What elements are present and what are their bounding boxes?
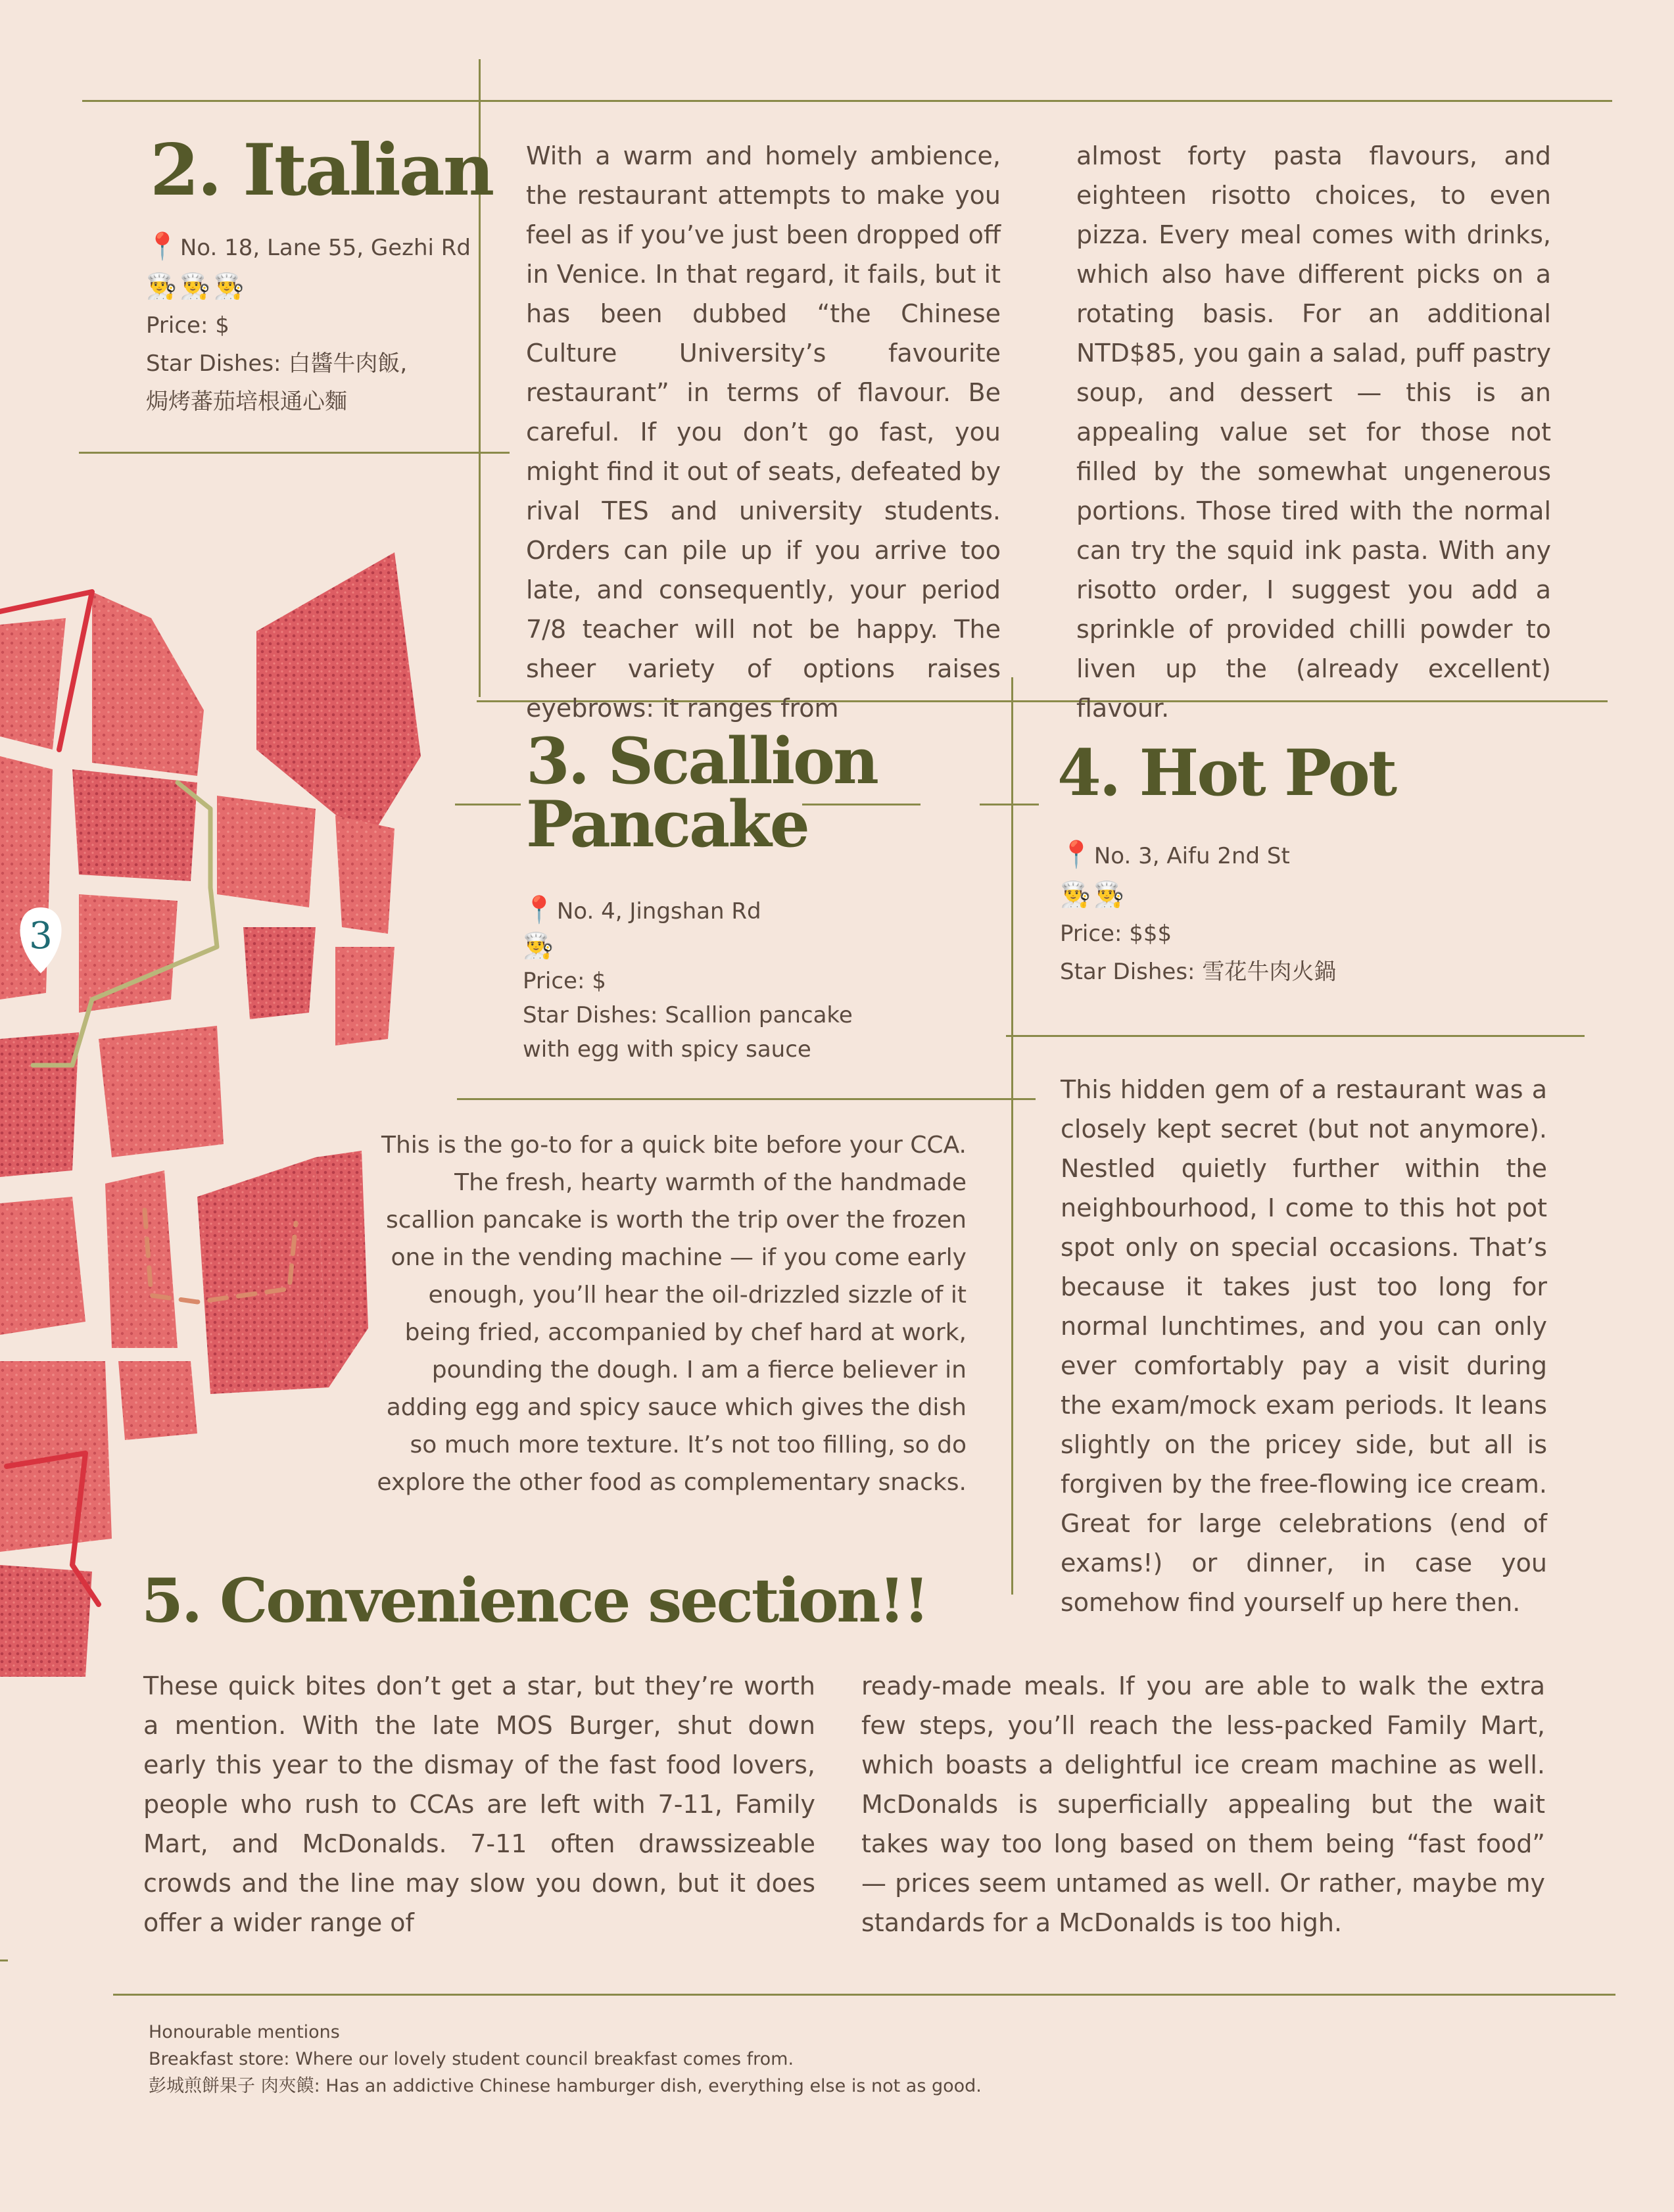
hotpot-info — [1060, 836, 1336, 991]
convenience-body-col2: ready-made meals. If you are able to walk the extra few steps, you’ll reach the less-packed Family Mart, which boasts a delightful ice cream machine as well. McDonalds is superficially appealing but the wait takes way too long based on them being “fast food” — prices seem untamed as well. Or rather, maybe my standards for a McDonalds is too high. — [861, 1671, 1545, 1937]
svg-text:3: 3 — [29, 915, 53, 957]
pin-icon: 📍 — [146, 231, 179, 262]
scallion-body: This is the go-to for a quick bite before your CCA. The fresh, hearty warmth of the handmade scallion pancake is worth the trip over the frozen one in the vending machine — if you come early enough, you’ll hear the oil-drizzled sizzle of it being fried, accompanied by chef hard at work, pounding the dough. I am a fierce believer in adding egg and spicy sauce which gives the dish so much more texture. It’s not too filling, so do explore the other food as complementary snacks. — [377, 1132, 967, 1496]
pin-icon: 📍 — [1060, 840, 1093, 870]
scallion-info — [523, 893, 853, 1067]
hotpot-title: 4. Hot Pot — [1057, 736, 1396, 810]
convenience-body-col1: These quick bites don’t get a star, but they’re worth a mention. With the late MOS Burger, shut down early this year to the dismay of the fast food lovers, people who rush to CCAs are left with 7-11, Family Mart, and McDonalds. 7-11 often drawssizeable crowds and the line may slow you down, but it does offer a wider range of — [143, 1671, 815, 1937]
italian-body-col1: With a warm and homely ambience, the restaurant attempts to make you feel as if you’ve just been dropped off in Venice. In that regard, it fails, but it has been dubbed “the Chinese Culture University’s favourite restaurant” in terms of flavour. Be careful. If you don’t go fast, you might find it out of seats, defeated by rival TES and university students. Orders can pile up if you arrive too late, and consequently, your period 7/8 teacher will not be happy. The sheer variety of options raises eyebrows: it ranges from — [526, 141, 1001, 723]
italian-star-dishes-1: Star Dishes: 白醬牛肉飯, — [146, 350, 408, 377]
hotpot-star-dishes: Star Dishes: 雪花牛肉火鍋 — [1060, 959, 1337, 985]
hotpot-info-rule — [1006, 1035, 1585, 1037]
footer-rule — [113, 1994, 1615, 1996]
footer-line-2: 彭城煎餅果子 肉夾饃: Has an addictive Chinese hamburger dish, everything else is not as good. — [149, 2076, 982, 2096]
italian-body-col2: almost forty pasta flavours, and eighteen risotto choices, to even pizza. Every meal comes with drinks, which also have different picks on a rotating basis. For an additional NTD$85, you gain a salad, puff pastry soup, and dessert — this is an appealing value set for those not filled by the somewhat ungenerous portions. Those tired with the normal can try the squid ink pasta. With any risotto order, I suggest you add a sprinkle of provided chilli powder to liven up the (already excellent) flavour. — [1076, 141, 1551, 723]
footer-heading: Honourable mentions — [149, 2022, 340, 2042]
italian-star-dishes-2: 焗烤蕃茄培根通心麵 — [146, 389, 347, 415]
neighbourhood-map — [0, 539, 460, 1690]
scallion-title — [526, 724, 877, 861]
col-divider-middle — [1011, 677, 1013, 1595]
chef-icon: 👨‍🍳 — [1093, 880, 1125, 909]
scallion-address: 📍No. 4, Jingshan Rd — [523, 895, 761, 925]
chef-icon: 👨‍🍳 — [179, 272, 211, 301]
italian-price: Price: $ — [146, 312, 229, 339]
italian-info-rule — [79, 452, 510, 454]
scallion-title-line2: Pancake — [526, 787, 808, 861]
pin-icon: 📍 — [523, 895, 556, 925]
italian-address: 📍No. 18, Lane 55, Gezhi Rd — [146, 231, 471, 262]
scallion-title-line1: 3. Scallion — [526, 724, 877, 798]
hotpot-price: Price: $$$ — [1060, 921, 1172, 947]
italian-title: 2. Italian — [150, 129, 493, 212]
scallion-star-dishes-1: Star Dishes: Scallion pancake — [523, 1002, 853, 1028]
hotpot-rating — [1060, 875, 1336, 915]
scallion-price: Price: $ — [523, 968, 606, 994]
top-rule — [82, 100, 1612, 102]
footer-line-1: Breakfast store: Where our lovely student council breakfast comes from. — [149, 2049, 794, 2069]
hotpot-address: 📍No. 3, Aifu 2nd St — [1060, 840, 1290, 870]
scallion-title-rule-left — [455, 804, 521, 805]
scallion-star-dishes-2: with egg with spicy sauce — [523, 1036, 811, 1063]
hotpot-body: This hidden gem of a restaurant was a closely kept secret (but not anymore). Nestled quietly further within the neighbourhood, I come to this hot pot spot only on special occasions. That’s because it takes just too long for normal lunchtimes, and you can only ever comfortably pay a visit during the exam/mock exam periods. It leans slightly on the pricey side, but all is forgiven by the free-flowing ice cream. Great for large celebrations (end of exams!) or dinner, in case you somehow find yourself up here then. — [1061, 1075, 1547, 1617]
hotpot-title-rule-left — [980, 804, 1039, 805]
convenience-title: 5. Convenience section!! — [141, 1565, 928, 1636]
chef-icon: 👨‍🍳 — [523, 931, 554, 960]
italian-rating — [146, 267, 471, 306]
chef-icon: 👨‍🍳 — [213, 272, 245, 301]
chef-icon: 👨‍🍳 — [146, 272, 178, 301]
left-tick — [0, 1960, 8, 1961]
scallion-rating — [523, 928, 853, 964]
scallion-info-rule — [457, 1098, 1036, 1100]
chef-icon: 👨‍🍳 — [1060, 880, 1091, 909]
italian-info — [146, 228, 471, 421]
